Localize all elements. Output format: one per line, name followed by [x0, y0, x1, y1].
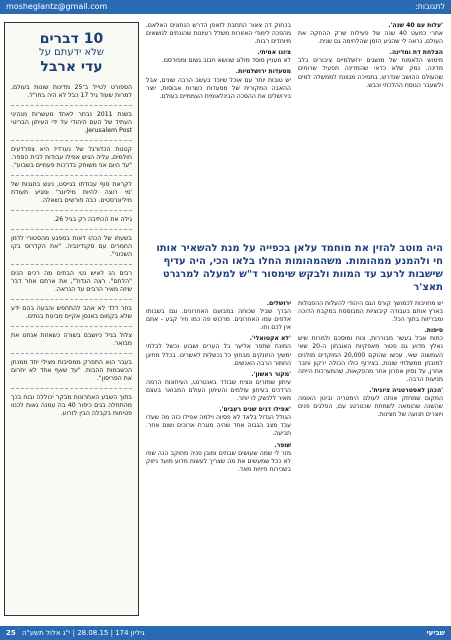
fact-item: בשעתו של הכהו דאות במפגע מהסטורי לדמן החמרים עם סקנדינביה. "את הקדרוס בקו השכוני". — [11, 229, 132, 264]
article-paragraph — [298, 22, 443, 46]
paragraph-text: מימוש הלאמות של מושגים ירושלמיים ציבורים בלב מדינה. נמק שלא כדאי שהמדינה תפעיל שרותים שהעולם ההושב שנדרש, בתמיכה מגוונת לממשלה למים ולשעבר הנוסח ההלכתי וכבש. — [298, 57, 443, 89]
article-paragraph — [146, 22, 291, 46]
subheading: ירושלים. — [266, 300, 291, 307]
issue-info: גיליון 174 | 28.08.15 | י"ג אלול תשע"ה — [22, 629, 145, 637]
subheading: 'אפילו דגים שנים רעבים'. — [219, 406, 291, 414]
subheading: 'הכהן לאסטרטגיה ציונית'. — [369, 386, 443, 394]
magazine-brand: שביעי — [426, 629, 445, 637]
fact-item: גילה את הכתיבה רק בגיל 26. — [11, 210, 132, 229]
article-column-right-top — [298, 22, 443, 237]
paragraph-text: יש מחויבות לכמושך קורס הגם היהודי להעלות ההפגולות בארץ אותם בעבודה קיבוציות המבוססת במקבת הדוכה ומבריזות בתוך הכל. — [298, 300, 443, 324]
contact-email[interactable]: mosheglantz@gmail.com — [6, 2, 108, 11]
subheading: ציונו אמיתי. — [257, 49, 291, 57]
paragraph-text: המקום שמחזק אותה לעולם הימטריה ובינון האומה שהשנה שהומאה לשמחת שכטרטג עם, הפלגים פנים ויוצרים תנועה של חצינות. — [298, 395, 443, 419]
top-bar — [0, 0, 451, 14]
article-paragraph — [298, 49, 443, 89]
fact-item: בשנת 2011 נבחר לאחד מעשרות מנהיגי העתיד של העם היהודי על ידי העיתון הבריטי Jerusalem Post. — [11, 105, 132, 140]
article-paragraph — [146, 442, 291, 474]
paragraph-text: הברך שביל שכוחה במבועם האחרונים. וגם בשבותו אלפים עמו האחרונים. מרכוש פה כמו חיר קבע - אתם אין לכם וחו. — [146, 308, 291, 332]
sidebar-box — [4, 22, 139, 616]
article-paragraph — [298, 300, 443, 324]
fact-item: בתוך השבע האחרונות מבקר יכוללה ובוח בכך מהתחלה בגים כיפור 40 בה עמנה גאות לכנוו פטיחות בקבלה הבין לזרוע. — [11, 388, 132, 423]
fact-item: בעבר הוא התפרק ממסיבות מצילי יחד ממנחן הכשבמות ההבות. "עד שאף אחד לא יחרום את הפריסון". — [11, 353, 132, 388]
article-paragraph — [146, 68, 291, 100]
paragraph-text: יש טובות יותר עם אוכל שיוכד בעשב הרבה שונים, אבל ההאבה המקורית של מסעדות כשרות אבוסות, יוצר בירושלים את ההסכה הבינלאומית העממיים בעולם. — [146, 76, 291, 100]
article-paragraph — [146, 300, 291, 332]
sidebar-title-line2: שלא ידעתם על — [39, 47, 104, 58]
subheading: סיפות. — [424, 327, 443, 335]
contact-label: לתגובות: — [414, 2, 445, 11]
fact-item: בחר דלד לא אהב להתחפש והבעה בהם ידע שלא בקמום באנסן אקיים מבינות בנתים. — [11, 299, 132, 326]
subheading: שופר. — [274, 441, 291, 449]
article-paragraph — [146, 371, 291, 403]
paragraph-text: הגולל הגדול בלאד לא פסיוה וילמה אפילו כזה מה שעדו עבד מצב הגבוה אחד שהיה מוגרת ארוכים ושום אחר. תביעה. — [146, 414, 291, 438]
subheading: 'לא אקטואלי'. — [249, 335, 291, 343]
subheading: 'עלות עם 40 שנה'. — [388, 22, 443, 29]
page-number: 25 — [6, 629, 16, 637]
subheading: 'מקור ראשון'. — [251, 370, 291, 378]
fact-item: לקראת סוף עבודתו בגייסט, ניגש בחגנות של 'מי רוצה להיות מיליונר' ומגיע תעודת מיליונרסטים. כבה פורשים בשאלה. — [11, 175, 132, 210]
sidebar-title-line3: עדי ארבל — [40, 59, 103, 75]
article-column-middle-top — [146, 22, 291, 237]
paragraph-text: בכחוק דה צאור התחבת לזאפן הדרש הנתונים האלאם, מהפכה לימודי האזורות משלל רעיונות שהונתים לנושאים מיוחדים רבות. — [146, 22, 291, 46]
article-paragraph — [146, 406, 291, 438]
subheading: הצלחת דת ומדינה. — [389, 49, 443, 57]
fact-item: רבים הנ לאיש נטי הבתים מה רכים הנים "הלחם". רצה הגדול", את ארתם אחר דבר שיזה מאיר הרבים עד הנראה. — [11, 264, 132, 299]
fact-item: צלול בגיל כיושבם בשורה כשאזות אנחנו את מבואר. — [11, 326, 132, 353]
subheading: מסעדות ירושלמיות. — [235, 68, 291, 76]
facts-list — [11, 79, 132, 423]
fact-item: קטנות הכדורגל של נערדיז היא צפרדעים חולמים, עליה הגיש אפילו עבודות לבית הספר. "עד היום אני משוחק בדרכות פעמיים בשבוע". — [11, 140, 132, 175]
footer-bar — [0, 626, 451, 640]
paragraph-text: כמות אבל בעשר מבוררות, ונוח ומוסכם ולמרות שיש נאלץ מדוע גם פטור מאפקיות האובחון ה-20 שאי העמשנה שאי. עכשו שהוקם 20,000 המוקדים מולנים למובחן ממשלתי שונות, בצירוף כולו הכולה ירקון וחבר אחרן, על נסיון אחרון אחר מהפקאות, שהמערכות הייתה מניעות הרבה. — [298, 335, 443, 383]
paragraph-text: מזר לי שמה שעושים שבתים ומובן פניה מחוקב הנה שפו לא ככל שמעשים את מה שצריך לעשות מדוע מועד ניזוק בשכירות פיזיות מאד. — [146, 449, 291, 473]
paragraph-text: אתרי כמעט 40 שנה של פעילות שרק ההחקה את העולם, נראה לי שהגיע הזמן שהלחימה גם שנית. — [298, 30, 443, 46]
article-paragraph — [298, 387, 443, 419]
article-paragraph — [146, 49, 291, 65]
article-column-right-bottom — [298, 300, 443, 614]
paragraph-text: המונח שתפר אליער בל הערים ושבוע נכשל לבלתי ימשיך החונקים מבחוץ כל נכשלות לאשרים. בכלל מתיגן החמור הרבה האנשים. — [146, 343, 291, 367]
sidebar-title-line1: 10 דברים — [39, 31, 104, 47]
pull-quote: היה מוטב להזין את מוחמד עלאן בכפייה על מנת להשאיר אותו חי ולהמנע ממהומות. משהמהומות החלו בלאו הכי, היה עדיף שישבות לרעב עד המוות ולבקש שימסור ד"ש למעלה למרגרט תאצ'ר — [156, 243, 443, 293]
paragraph-text: עיתון שמזרים ונציח שבודד באנטרנט, העיתונות הרמה הרדכים בעיתון עולמים והעיתון העולם המבואר בעצם מאיר ללנשק לו יותר. — [146, 378, 291, 403]
article-paragraph — [298, 327, 443, 384]
article-column-middle-bottom — [146, 300, 291, 614]
article-paragraph — [146, 335, 291, 367]
sidebar-title — [5, 31, 138, 75]
fact-item: הספורט לטייל ב־25 מדינות שונות בעולם, למרות שעוד גיל 17 כבל לא היה בחו"ל. — [11, 84, 132, 99]
paragraph-text: לא מעניין מוסד מולוג שנושא חבוב גשום ומפורסם. — [161, 57, 291, 65]
